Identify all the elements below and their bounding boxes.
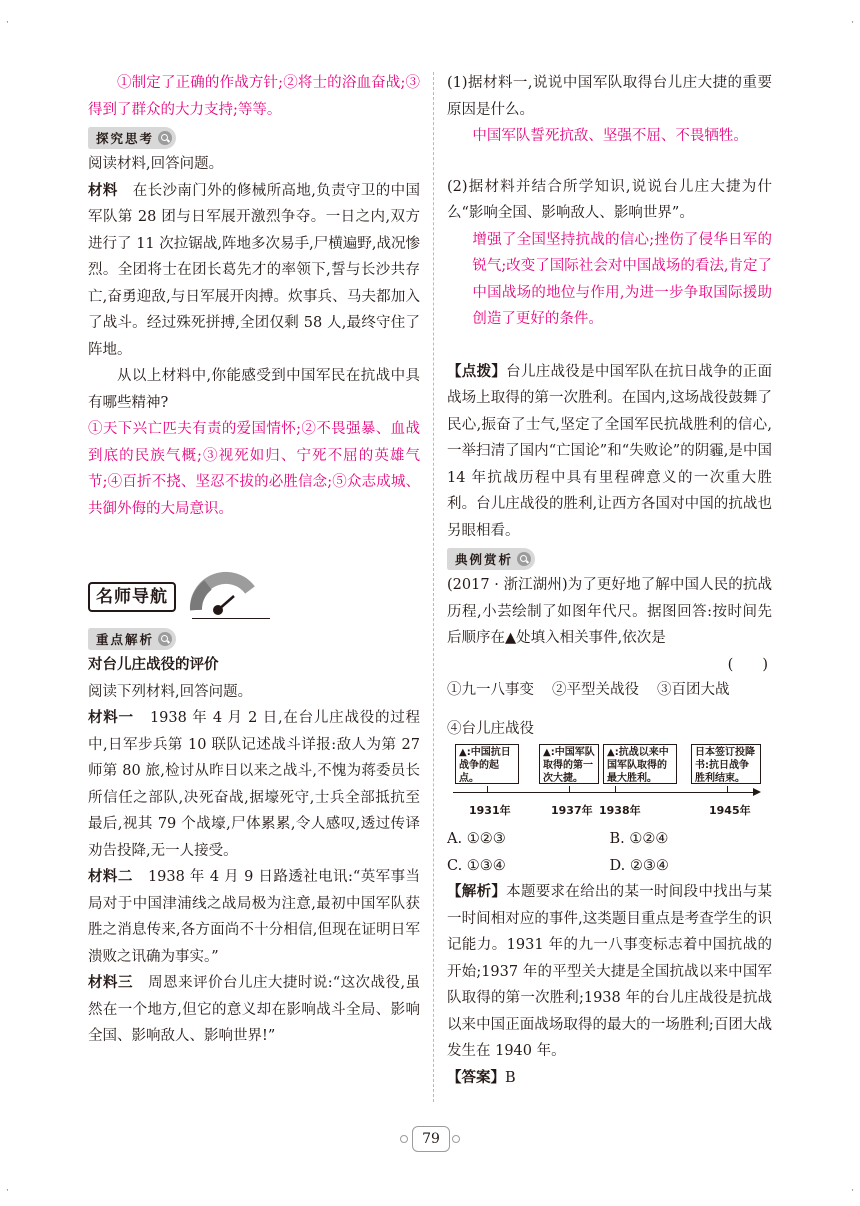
section-banner <box>88 560 420 624</box>
material-one-label: 材料一 <box>88 710 134 726</box>
answer-label: 【答案】 <box>447 1069 505 1086</box>
magnifier-icon <box>158 632 172 646</box>
corner-mark: · <box>851 18 854 28</box>
material-two-text: 1938 年 4 月 9 日路透社电讯:“英军事当局对于中国津浦线之战局极为注意,最初中国军队获胜之消息传来,各方面尚不十分相信,但现在证明日军溃败之讯确为事实。” <box>88 869 421 965</box>
material-text: 在长沙南门外的修械所高地,负责守卫的中国军队第 28 团与日军展开激烈争夺。一日之内,双方进行了 11 次拉锯战,阵地多次易手,尸横遍野,战况惨烈。全团将士在团长葛先才的率领下,誓与长沙共存亡,奋勇迎敌,与日军展开肉搏。炊事兵、马夫都加入了战斗。经过殊死拼搏,全团仅剩 58 人,最终守住了阵地。 <box>88 182 421 358</box>
gauge-icon <box>188 560 258 630</box>
explore-material <box>88 178 420 364</box>
timeline-year: 1938年 <box>599 804 641 817</box>
material-three <box>88 970 420 1050</box>
material-three-label: 材料三 <box>88 975 133 991</box>
answer-line <box>447 1065 772 1092</box>
choice-d: D. ②③④ <box>609 857 669 874</box>
question-one: (1)据材料一,说说中国军队取得台儿庄大捷的重要原因是什么。 <box>447 75 772 118</box>
timeline-tick <box>727 786 728 793</box>
material-one-text: 1938 年 4 月 2 日,在台儿庄战役的过程中,日军步兵第 10 联队记述战斗详报:敌人为第 27 师第 80 旅,检讨从昨日以来之战斗,不愧为蒋委员长所信任之部队,决死奋战,据壕死守,士兵全部抵抗至最后,视其 79 个战壕,尸体累累,令人感叹,透过传译劝告投降,无一人接受。 <box>88 710 421 859</box>
timeline-tick <box>569 786 570 793</box>
focus-tag-label: 重点解析 <box>96 632 155 647</box>
page-number: 79 <box>412 1126 450 1152</box>
explore-tag <box>88 127 176 149</box>
material-label: 材料 <box>88 182 118 199</box>
column-divider <box>433 72 434 1102</box>
choice-a: A. ①②③ <box>447 831 506 847</box>
banner-title: 名师导航 <box>88 582 176 612</box>
right-column <box>447 70 772 1091</box>
material-two-label: 材料二 <box>88 869 133 885</box>
example-tag-label: 典例赏析 <box>455 552 514 567</box>
focus-tag <box>88 628 176 650</box>
timeline-year: 1945年 <box>709 804 751 817</box>
banner-underline <box>192 618 270 619</box>
timeline-box-2: ▲:中国军队取得的第一次大捷。 <box>539 744 599 784</box>
answer-blank: ( ) <box>727 656 768 673</box>
option-item: ②平型关战役 <box>552 682 639 698</box>
page-ornament-icon <box>452 1135 460 1143</box>
page-number-badge <box>400 1122 460 1154</box>
timeline-year: 1937年 <box>551 804 593 817</box>
material-one <box>88 705 420 864</box>
example-tag <box>447 548 535 570</box>
tip-paragraph <box>447 359 772 545</box>
focus-title: 对台儿庄战役的评价 <box>88 657 219 673</box>
timeline-arrow-icon <box>753 788 761 796</box>
page-ornament-icon <box>400 1135 408 1143</box>
question-two: (2)据材料并结合所学知识,说说台儿庄大捷为什么“影响全国、影响敌人、影响世界”。 <box>447 178 772 221</box>
analysis-paragraph <box>447 879 772 1065</box>
corner-mark: · <box>851 1186 854 1196</box>
choice-b: B. ①②④ <box>609 831 669 847</box>
option-list <box>447 678 772 738</box>
timeline-tick <box>487 786 488 793</box>
corner-mark: · <box>6 18 9 28</box>
option-item: ③百团大战 <box>657 682 730 698</box>
timeline-box-4: 日本签订投降书:抗日战争胜利结束。 <box>691 744 761 784</box>
timeline-box-1: ▲:中国抗日战争的起点。 <box>455 744 519 784</box>
timeline-box-3: ▲:抗战以来中国军队取得的最大胜利。 <box>603 744 677 784</box>
tip-text: 台儿庄战役是中国军队在抗日战争的正面战场上取得的第一次胜利。在国内,这场战役鼓舞了民心,振奋了士气,坚定了全国军民抗战胜利的信心,一举扫清了国内“亡国论”和“失败论”的阴霾,是中国 14 年抗战历程中具有里程碑意义的一次重大胜利。台儿庄战役的胜利,让西方各国对中国的抗战也另眼相看。 <box>447 363 773 539</box>
answer-two: 增强了全国坚持抗战的信心;挫伤了侵华日军的锐气;改变了国际社会对中国战场的看法,肯定了中国战场的地位与作用,为进一步争取国际援助创造了更好的条件。 <box>472 231 772 327</box>
timeline-axis <box>453 792 757 793</box>
analysis-text: 本题要求在给出的某一时间段中找出与某一时间相对应的事件,这类题目重点是考查学生的识记能力。1931 年的九一八事变标志着中国抗战的开始;1937 年的平型关大捷是全国抗战以来中国军队取得的第一次胜利;1938 年的台儿庄战役是抗战以来中国正面战场取得的最大的一场胜利;百团大战发生在 1940 年。 <box>447 884 773 1059</box>
option-item: ①九一八事变 <box>447 682 534 698</box>
answer-top: ①制定了正确的作战方针;②将士的浴血奋战;③得到了群众的大力支持;等等。 <box>88 75 420 118</box>
explore-tag-label: 探究思考 <box>96 131 155 146</box>
focus-intro: 阅读下列材料,回答问题。 <box>88 683 253 700</box>
explore-answer: ①天下兴亡匹夫有责的爱国情怀;②不畏强暴、血战到底的民族气概;③视死如归、宁死不屈的英雄气节;④百折不挠、坚忍不拔的必胜信念;⑤众志成城、共御外侮的大局意识。 <box>88 421 420 517</box>
timeline-diagram <box>453 744 763 822</box>
answer-value: B <box>505 1069 516 1086</box>
answer-one: 中国军队誓死抗敌、坚强不屈、不畏牺牲。 <box>472 128 748 144</box>
option-item: ④台儿庄战役 <box>447 721 534 737</box>
answer-choices <box>447 826 772 879</box>
magnifier-icon <box>517 552 531 566</box>
corner-mark: · <box>6 1186 9 1196</box>
timeline-tick <box>615 786 616 793</box>
tip-label: 【点拨】 <box>447 363 507 380</box>
material-two <box>88 864 420 970</box>
choice-c: C. ①③④ <box>447 857 506 874</box>
material-three-text: 周恩来评价台儿庄大捷时说:“这次战役,虽然在一个地方,但它的意义却在影响战斗全局、影响全国、影响敌人、影响世界!” <box>88 975 421 1044</box>
left-column <box>88 70 420 1050</box>
example-question: (2017 · 浙江湖州)为了更好地了解中国人民的抗战历程,小芸绘制了如图年代尺。据图回答:按时间先后顺序在▲处填入相关事件,依次是 <box>447 577 772 646</box>
explore-intro: 阅读材料,回答问题。 <box>88 156 224 172</box>
analysis-label: 【解析】 <box>447 884 507 900</box>
timeline-year: 1931年 <box>469 804 511 817</box>
magnifier-icon <box>158 131 172 145</box>
explore-question: 从以上材料中,你能感受到中国军民在抗战中具有哪些精神? <box>88 368 420 411</box>
